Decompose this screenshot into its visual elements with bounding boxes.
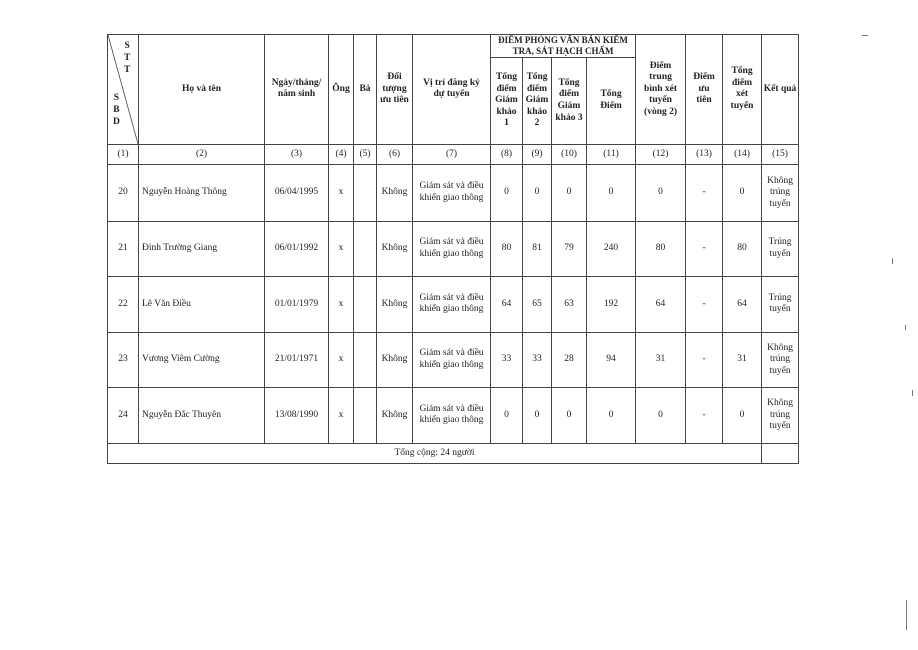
final-score: 0 (723, 164, 762, 221)
candidate-dob: 06/01/1992 (265, 221, 329, 276)
header-female: Bà (354, 35, 377, 145)
examiner-1-score: 0 (491, 387, 523, 443)
table-row (108, 164, 799, 221)
total-count-label: Tổng cộng: 24 người (108, 443, 762, 463)
priority-status: Không (377, 332, 413, 387)
table-row (108, 332, 799, 387)
priority-points: - (686, 164, 723, 221)
header-priority-group: Đối tượng ưu tiên (377, 35, 413, 145)
male-mark: x (329, 332, 354, 387)
candidate-name: Đinh Trường Giang (139, 221, 265, 276)
header-total-score: Tổng Điểm (587, 57, 636, 144)
header-interview-group: ĐIỂM PHỎNG VẤN BẢN KIỂM TRA, SÁT HẠCH CHẤM (491, 35, 636, 58)
applied-position: Giám sát và điều khiển giao thông (413, 221, 491, 276)
candidate-dob: 21/01/1971 (265, 332, 329, 387)
column-number: (4) (329, 144, 354, 164)
female-mark (354, 276, 377, 332)
examiner-3-score: 0 (552, 387, 587, 443)
total-score: 0 (587, 387, 636, 443)
candidate-name: Nguyễn Đắc Thuyên (139, 387, 265, 443)
examiner-2-score: 65 (523, 276, 552, 332)
examiner-3-score: 28 (552, 332, 587, 387)
applied-position: Giám sát và điều khiển giao thông (413, 276, 491, 332)
applied-position: Giám sát và điều khiển giao thông (413, 164, 491, 221)
scan-speck (906, 600, 907, 630)
male-mark: x (329, 387, 354, 443)
candidate-name: Nguyễn Hoàng Thông (139, 164, 265, 221)
examiner-1-score: 33 (491, 332, 523, 387)
priority-points: - (686, 221, 723, 276)
column-number: (11) (587, 144, 636, 164)
scan-speck (862, 35, 868, 36)
total-score: 0 (587, 164, 636, 221)
female-mark (354, 332, 377, 387)
male-mark: x (329, 164, 354, 221)
column-number: (10) (552, 144, 587, 164)
row-number: 20 (108, 164, 139, 221)
priority-status: Không (377, 387, 413, 443)
examiner-2-score: 33 (523, 332, 552, 387)
row-number: 24 (108, 387, 139, 443)
result-status: Không trúng tuyển (762, 332, 799, 387)
table-row (108, 276, 799, 332)
row-number: 21 (108, 221, 139, 276)
result-status: Không trúng tuyển (762, 164, 799, 221)
scan-speck (905, 325, 906, 330)
examiner-1-score: 80 (491, 221, 523, 276)
priority-points: - (686, 387, 723, 443)
header-examiner-2: Tổng điểm Giám khảo 2 (523, 57, 552, 144)
scan-speck (892, 258, 893, 264)
header-average: Điểm trung bình xét tuyển (vòng 2) (636, 35, 686, 145)
stt-label: S T T (124, 41, 131, 75)
header-male: Ông (329, 35, 354, 145)
total-score: 192 (587, 276, 636, 332)
priority-status: Không (377, 164, 413, 221)
table-row (108, 221, 799, 276)
column-number: (3) (265, 144, 329, 164)
final-score: 64 (723, 276, 762, 332)
result-status: Trúng tuyển (762, 221, 799, 276)
scan-speck (912, 390, 913, 396)
total-row (108, 443, 799, 463)
header-position: Vị trí đăng ký dự tuyển (413, 35, 491, 145)
row-number: 22 (108, 276, 139, 332)
examiner-2-score: 0 (523, 164, 552, 221)
column-number: (9) (523, 144, 552, 164)
female-mark (354, 221, 377, 276)
column-number: (8) (491, 144, 523, 164)
average-score: 0 (636, 164, 686, 221)
column-number: (2) (139, 144, 265, 164)
average-score: 31 (636, 332, 686, 387)
row-number: 23 (108, 332, 139, 387)
examiner-2-score: 0 (523, 387, 552, 443)
stt-sbd-header (108, 35, 139, 145)
candidate-name: Lê Văn Điều (139, 276, 265, 332)
column-number: (13) (686, 144, 723, 164)
female-mark (354, 164, 377, 221)
column-number: (15) (762, 144, 799, 164)
column-number: (14) (723, 144, 762, 164)
average-score: 64 (636, 276, 686, 332)
priority-points: - (686, 276, 723, 332)
male-mark: x (329, 276, 354, 332)
header-final-total: Tổng điểm xét tuyển (723, 35, 762, 145)
column-number: (12) (636, 144, 686, 164)
final-score: 0 (723, 387, 762, 443)
examiner-3-score: 0 (552, 164, 587, 221)
header-examiner-1: Tổng điểm Giám khảo 1 (491, 57, 523, 144)
female-mark (354, 387, 377, 443)
candidate-dob: 06/04/1995 (265, 164, 329, 221)
column-number: (7) (413, 144, 491, 164)
table-row (108, 387, 799, 443)
column-number-row (108, 144, 799, 164)
total-score: 240 (587, 221, 636, 276)
examiner-1-score: 0 (491, 164, 523, 221)
final-score: 80 (723, 221, 762, 276)
header-dob: Ngày/tháng/ năm sinh (265, 35, 329, 145)
priority-points: - (686, 332, 723, 387)
applied-position: Giám sát và điều khiển giao thông (413, 332, 491, 387)
result-status: Trúng tuyển (762, 276, 799, 332)
column-number: (5) (354, 144, 377, 164)
final-score: 31 (723, 332, 762, 387)
average-score: 80 (636, 221, 686, 276)
priority-status: Không (377, 276, 413, 332)
column-number: (6) (377, 144, 413, 164)
header-result: Kết quả (762, 35, 799, 145)
applied-position: Giám sát và điều khiển giao thông (413, 387, 491, 443)
sbd-label: S B D (113, 93, 120, 127)
header-examiner-3: Tổng điểm Giám khảo 3 (552, 57, 587, 144)
candidate-dob: 01/01/1979 (265, 276, 329, 332)
total-score: 94 (587, 332, 636, 387)
result-status: Không trúng tuyển (762, 387, 799, 443)
examiner-2-score: 81 (523, 221, 552, 276)
candidate-results-table (107, 34, 799, 464)
examiner-1-score: 64 (491, 276, 523, 332)
candidate-dob: 13/08/1990 (265, 387, 329, 443)
column-number: (1) (108, 144, 139, 164)
male-mark: x (329, 221, 354, 276)
examiner-3-score: 79 (552, 221, 587, 276)
header-full-name: Họ và tên (139, 35, 265, 145)
priority-status: Không (377, 221, 413, 276)
total-row-blank (762, 443, 799, 463)
average-score: 0 (636, 387, 686, 443)
header-priority-points: Điểm ưu tiên (686, 35, 723, 145)
examiner-3-score: 63 (552, 276, 587, 332)
candidate-name: Vương Viêm Cường (139, 332, 265, 387)
